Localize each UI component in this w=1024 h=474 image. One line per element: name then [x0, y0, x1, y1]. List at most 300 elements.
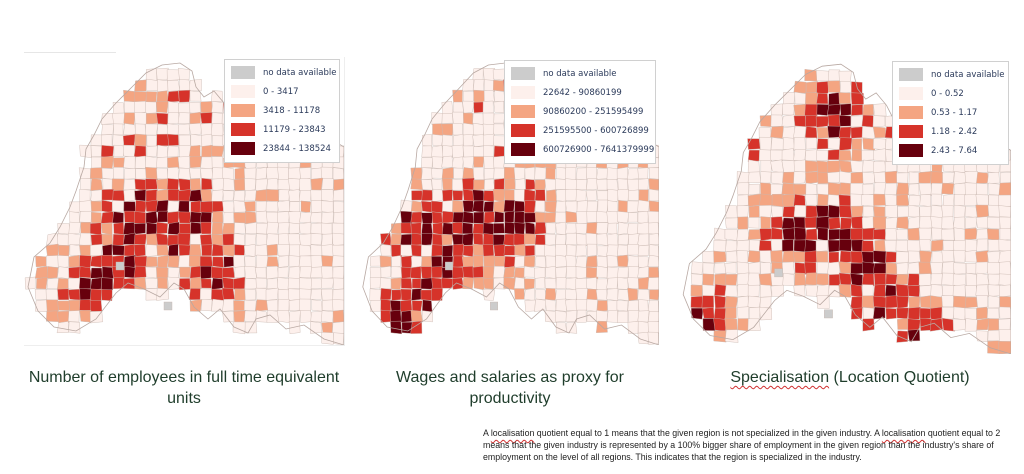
map-region [565, 223, 577, 234]
map-region [452, 157, 464, 169]
map-region [760, 183, 772, 196]
map-region [771, 217, 784, 229]
map-region [432, 189, 443, 202]
map-region [333, 310, 344, 323]
map-region [212, 157, 223, 169]
map-region [380, 245, 391, 257]
map-region [703, 319, 715, 331]
map-region [782, 149, 794, 161]
map-region [35, 266, 48, 278]
map-region [873, 217, 887, 230]
map-region [146, 92, 157, 103]
map-region [178, 168, 190, 180]
map-region [381, 266, 391, 277]
map-region [794, 116, 806, 127]
legend-swatch [511, 124, 535, 137]
map-region [649, 201, 659, 213]
map-region [555, 212, 566, 223]
map-region [504, 278, 516, 290]
map-region [885, 183, 897, 195]
map-region [246, 222, 257, 234]
legend-label: 90860200 - 251595499 [543, 106, 644, 117]
map-region [816, 240, 828, 252]
map-region [484, 212, 494, 224]
map-region-no-data [116, 262, 124, 270]
map-region [266, 190, 279, 202]
map-region [771, 206, 783, 217]
map-region [333, 278, 344, 290]
map-region [873, 138, 886, 150]
map-region [452, 267, 464, 279]
map-region [421, 278, 433, 290]
map-region [168, 244, 178, 256]
map-region [607, 233, 618, 246]
map-region [146, 190, 158, 202]
map-region [483, 244, 494, 256]
map-region [156, 267, 168, 278]
map-region [713, 318, 726, 331]
map-region [167, 167, 179, 180]
map-region [333, 289, 344, 301]
map-region [545, 202, 557, 213]
map-region [134, 266, 146, 278]
map-region [473, 201, 484, 213]
map-region [851, 228, 864, 241]
map-region [411, 257, 422, 268]
map-region [244, 168, 256, 180]
map-region-no-data [490, 302, 498, 310]
map-region [411, 201, 422, 212]
map-region [112, 113, 124, 125]
legend-label: 1.18 - 2.42 [931, 126, 978, 137]
map-region [101, 212, 114, 224]
map-region [46, 300, 58, 312]
map-region [931, 216, 943, 229]
map-region [863, 307, 875, 319]
map-region [987, 308, 999, 319]
map-region [908, 217, 920, 229]
map-region [90, 278, 101, 290]
map-region [178, 233, 191, 245]
map-region [649, 179, 659, 190]
map-region [725, 307, 736, 320]
map-region [817, 104, 829, 115]
map-region [805, 273, 817, 285]
map-region [190, 266, 201, 278]
map-region [168, 80, 180, 91]
map-region [862, 274, 874, 286]
map-region [179, 179, 191, 191]
legend-row [899, 122, 1002, 141]
map-region [191, 222, 202, 234]
map-region [546, 190, 556, 202]
map-region [474, 157, 485, 168]
map-region [999, 217, 1011, 230]
map-region [167, 70, 179, 81]
map-region [255, 245, 267, 257]
map-region [483, 267, 494, 279]
map-region [782, 239, 793, 252]
map-region [212, 168, 223, 180]
map-region [565, 201, 577, 213]
map-region [816, 116, 829, 127]
map-region [332, 256, 344, 267]
map-region [80, 189, 91, 202]
map-region [607, 245, 619, 257]
map-region [58, 234, 70, 246]
map-region [454, 168, 464, 178]
map-region [267, 300, 278, 312]
map-region [212, 222, 223, 234]
map-region [556, 179, 567, 190]
map-region [920, 194, 931, 206]
map-region [234, 255, 245, 268]
map-region [113, 158, 125, 169]
map-region [851, 216, 863, 229]
map-region [953, 250, 965, 262]
map-region [932, 251, 944, 263]
map-region [839, 284, 851, 297]
map-region [942, 296, 955, 307]
map-region [123, 134, 135, 146]
map-region [818, 228, 828, 241]
map-region [597, 211, 608, 222]
map-region [289, 189, 300, 201]
map-region [794, 217, 806, 229]
map-region [463, 79, 474, 91]
map-region [222, 267, 235, 278]
map-region [101, 113, 114, 124]
map-region [771, 104, 783, 116]
map-region [334, 212, 344, 224]
map-region [596, 279, 607, 290]
map-region [401, 245, 413, 257]
map-region [896, 183, 909, 195]
map-region [101, 223, 112, 235]
map-region [976, 295, 987, 308]
map-region [168, 268, 180, 278]
legend-employees [224, 59, 340, 163]
map-region [760, 297, 771, 308]
map-region [90, 255, 102, 267]
map-region [332, 245, 344, 256]
map-region [989, 296, 1000, 308]
map-region [760, 229, 773, 241]
map-region [432, 179, 442, 190]
map-region [896, 230, 908, 240]
map-region [737, 183, 749, 196]
map-region [483, 113, 494, 125]
map-region [828, 240, 840, 252]
map-region [783, 251, 795, 262]
map-region [638, 234, 649, 246]
map-region [411, 212, 422, 223]
map-region [524, 234, 535, 245]
map-region [135, 190, 146, 201]
map-region [299, 234, 311, 246]
map-region [988, 240, 1001, 252]
map-region [114, 124, 124, 135]
map-region [102, 289, 113, 300]
map-region [69, 300, 81, 312]
map-region [168, 190, 180, 201]
map-region [715, 274, 727, 286]
map-region [431, 256, 442, 268]
map-region [828, 81, 841, 93]
map-region [805, 126, 817, 138]
map-region [839, 171, 852, 184]
map-region [566, 233, 577, 245]
map-region [190, 233, 201, 244]
map-region [473, 134, 485, 146]
map-region [322, 179, 334, 190]
note-text: quotient equal to 1 means that the given region is not specialized in the given industry. A [534, 428, 882, 438]
map-region [829, 92, 841, 105]
map-region [862, 262, 874, 274]
map-region [442, 245, 453, 257]
map-region [134, 256, 147, 267]
map-region [289, 256, 300, 267]
map-region [638, 200, 650, 212]
map-region [886, 274, 898, 284]
map-region [976, 195, 989, 207]
map-region [514, 256, 525, 267]
map-region [91, 178, 103, 191]
map-region [442, 156, 454, 167]
map-region [863, 138, 875, 150]
map-region [617, 267, 628, 278]
map-region [851, 284, 863, 297]
map-region [102, 244, 112, 256]
map-region [805, 92, 817, 105]
map-region [862, 296, 874, 309]
map-region [989, 183, 1001, 195]
map-region-no-data [824, 310, 832, 318]
map-region [299, 222, 311, 234]
map-region [474, 180, 485, 191]
map-region [91, 135, 103, 146]
map-region [874, 182, 886, 195]
map-region [333, 168, 344, 180]
map-region [919, 262, 932, 274]
map-region [965, 297, 977, 308]
map-region [473, 224, 485, 235]
map-region [80, 300, 92, 312]
map-region [886, 217, 898, 229]
map-region [976, 251, 989, 264]
legend-label: 3418 - 11178 [263, 105, 321, 116]
map-region [91, 234, 103, 246]
map-region [638, 222, 650, 235]
map-region [749, 206, 760, 218]
map-region [514, 268, 525, 279]
map-region [102, 189, 114, 200]
map-region [587, 244, 597, 256]
map-region [412, 279, 421, 289]
map-region [607, 255, 618, 267]
map-region [245, 289, 256, 300]
map-region [919, 217, 932, 230]
map-region [954, 194, 965, 206]
legend-row [231, 139, 333, 158]
map-region [245, 190, 257, 200]
map-region [255, 300, 268, 312]
map-region [587, 211, 598, 222]
map-region [311, 311, 323, 322]
map-region [267, 257, 279, 267]
map-region [421, 201, 432, 212]
map-region [782, 194, 795, 207]
map-region [157, 169, 168, 180]
map-region [714, 284, 726, 295]
map-region [607, 301, 618, 312]
map-region [597, 256, 608, 267]
map-region [738, 217, 748, 230]
map-region [25, 277, 35, 289]
map-region [748, 160, 760, 173]
map-region [256, 179, 268, 191]
map-region [266, 167, 278, 179]
note-term: localisation [490, 428, 535, 438]
map-region [607, 179, 618, 190]
map-region [504, 234, 516, 246]
map-region [977, 239, 988, 252]
map-region [223, 312, 235, 323]
map-region [545, 299, 556, 311]
map-region [908, 330, 920, 342]
map-region [124, 189, 135, 201]
map-region [964, 194, 976, 205]
map-region [607, 267, 618, 279]
map-region [412, 233, 422, 246]
legend-label: 251595500 - 600726899 [543, 125, 649, 136]
map-region [380, 288, 391, 300]
map-region [638, 245, 649, 256]
map-region [58, 301, 70, 311]
map-region [896, 274, 908, 285]
map-region [301, 201, 311, 213]
map-region [576, 179, 586, 190]
map-region [649, 290, 659, 300]
map-region [817, 194, 828, 207]
map-region [288, 234, 301, 246]
map-region [91, 212, 101, 223]
map-region [223, 167, 234, 180]
map-region [988, 330, 1000, 341]
map-region [908, 274, 920, 286]
map-region [805, 115, 817, 127]
map-region [462, 178, 474, 190]
map-region [886, 296, 898, 309]
map-region [555, 311, 567, 323]
map-region [90, 300, 102, 311]
map-region [988, 285, 1000, 297]
map-region [504, 266, 515, 278]
map-region [840, 218, 852, 230]
map-region [483, 101, 493, 114]
map-region [432, 266, 443, 278]
map-region [157, 245, 169, 256]
legend-swatch [231, 123, 255, 136]
map-region [873, 194, 885, 206]
map-region [862, 195, 875, 207]
map-region [806, 82, 817, 95]
map-region [442, 168, 454, 180]
map-region [279, 256, 289, 268]
map-region [80, 211, 92, 222]
map-region [639, 299, 649, 311]
map-region [806, 206, 817, 219]
map-region [255, 189, 267, 201]
map-region [829, 252, 839, 263]
map-region [715, 296, 726, 309]
map-region [839, 206, 852, 218]
map-region [212, 278, 224, 290]
map-region [442, 223, 453, 235]
map-region [920, 251, 932, 263]
legend-swatch [511, 143, 535, 156]
map-region [244, 300, 256, 311]
map-region [805, 195, 817, 206]
map-region [157, 80, 168, 92]
legend-row [511, 83, 649, 102]
map-region [462, 223, 472, 234]
map-region [257, 234, 267, 246]
map-region [885, 205, 897, 218]
map-region [200, 201, 213, 213]
map-region [300, 266, 312, 278]
legend-label: 0 - 3417 [263, 86, 299, 97]
map-region [806, 229, 818, 240]
map-region [514, 277, 525, 290]
map-region [79, 277, 91, 289]
map-region [146, 257, 157, 267]
map-region [421, 256, 432, 267]
map-region [179, 245, 191, 256]
map-region [46, 311, 59, 322]
map-region [189, 123, 202, 135]
map-region [453, 123, 463, 135]
map-region [124, 179, 136, 191]
map-region [234, 311, 246, 323]
map-region [223, 212, 234, 224]
map-region [919, 274, 931, 286]
map-region [566, 278, 577, 290]
map-region [57, 321, 69, 332]
map-region [873, 116, 885, 128]
map-region [598, 200, 608, 213]
map-region [596, 289, 607, 300]
map-region [608, 201, 618, 213]
map-region [999, 183, 1011, 196]
map-region [452, 112, 464, 125]
map-region [908, 228, 921, 241]
map-region [942, 217, 954, 230]
map-region [817, 127, 829, 138]
map-region [862, 285, 873, 298]
map-region [463, 245, 474, 256]
map-region [266, 266, 279, 279]
map-region [288, 168, 300, 180]
map-region [873, 251, 886, 264]
map-region [213, 257, 224, 268]
map-region [168, 134, 179, 146]
map-region [483, 223, 494, 235]
map-region [113, 167, 124, 180]
map-region [536, 201, 545, 213]
map-region [391, 278, 402, 290]
map-region [400, 234, 412, 246]
